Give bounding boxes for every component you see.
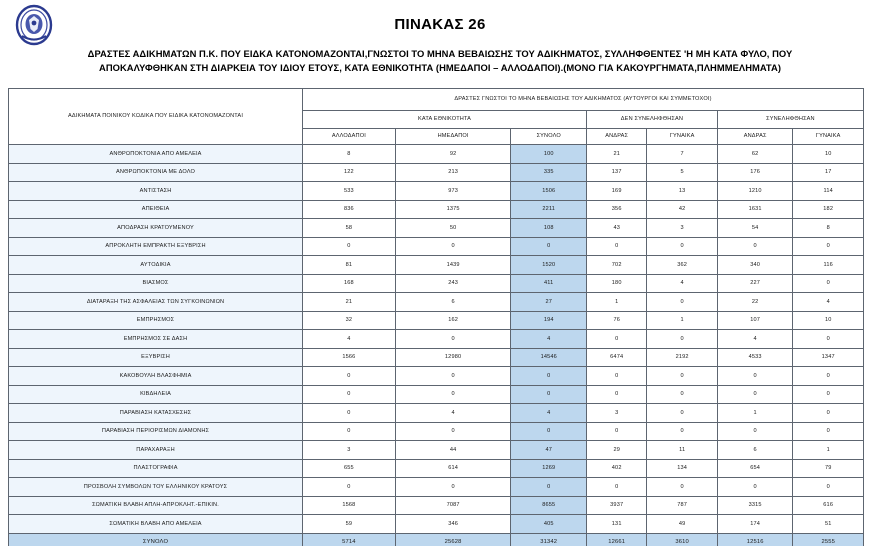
table-row [9, 182, 864, 201]
cell-na-male: 356 [587, 200, 647, 219]
cell-nationals: 50 [395, 219, 511, 238]
cell-ar-female: 51 [793, 515, 864, 534]
cell-nationals: 0 [395, 422, 511, 441]
cell-total: 8655 [511, 496, 587, 515]
cell-na-male: 3 [587, 404, 647, 423]
total-row-label: ΣΥΝΟΛΟ [9, 533, 303, 546]
table-row [9, 237, 864, 256]
cell-nationals: 0 [395, 385, 511, 404]
column-header-nationals: ΗΜΕΔΑΠΟΙ [395, 129, 511, 145]
statistics-table [8, 88, 864, 546]
cell-total: 411 [511, 274, 587, 293]
row-label: ΕΜΠΡΗΣΜΟΣ ΣΕ ΔΑΣΗ [9, 330, 303, 349]
column-header-ar-female: ΓΥΝΑΙΚΑ [793, 129, 864, 145]
cell-ar-female: 4 [793, 293, 864, 312]
cell-ar-female: 1 [793, 441, 864, 460]
cell-ar-female: 0 [793, 478, 864, 497]
table-row [9, 256, 864, 275]
cell-na-male: 180 [587, 274, 647, 293]
table-body [9, 145, 864, 546]
cell-foreigners: 1568 [303, 496, 396, 515]
table-row [9, 515, 864, 534]
cell-na-male: 0 [587, 330, 647, 349]
table-row [9, 496, 864, 515]
cell-foreigners: 122 [303, 163, 396, 182]
column-header-na-male: ΑΝΔΡΑΣ [587, 129, 647, 145]
cell-total: 2211 [511, 200, 587, 219]
cell-na-male: 137 [587, 163, 647, 182]
cell-total: 108 [511, 219, 587, 238]
cell-ar-male: 4 [717, 330, 793, 349]
cell-ar-male: 1631 [717, 200, 793, 219]
cell-na-male: 76 [587, 311, 647, 330]
cell-na-female: 0 [647, 478, 717, 497]
cell-nationals: 92 [395, 145, 511, 164]
column-header-group-arrested: ΣΥΝΕΛΗΦΘΗΣΑΝ [717, 111, 863, 129]
cell-na-female: 0 [647, 385, 717, 404]
cell-total: 47 [511, 441, 587, 460]
row-label: ΠΛΑΣΤΟΓΡΑΦΙΑ [9, 459, 303, 478]
cell-foreigners: 168 [303, 274, 396, 293]
cell-nationals: 6 [395, 293, 511, 312]
row-label: ΕΜΠΡΗΣΜΟΣ [9, 311, 303, 330]
cell-ar-male: 62 [717, 145, 793, 164]
cell-na-male: 29 [587, 441, 647, 460]
cell-na-female: 134 [647, 459, 717, 478]
cell-nationals: 0 [395, 367, 511, 386]
row-label: ΑΥΤΟΔΙΚΙΑ [9, 256, 303, 275]
cell-total: 0 [511, 385, 587, 404]
cell-foreigners: 81 [303, 256, 396, 275]
cell-na-female: 49 [647, 515, 717, 534]
cell-ar-male: 1 [717, 404, 793, 423]
table-row [9, 311, 864, 330]
total-cell-total: 31342 [511, 533, 587, 546]
cell-na-female: 5 [647, 163, 717, 182]
table-row [9, 478, 864, 497]
table-row [9, 219, 864, 238]
cell-nationals: 44 [395, 441, 511, 460]
row-label: ΑΠΡΟΚΛΗΤΗ ΕΜΠΡΑΚΤΗ ΕΞΥΒΡΙΣΗ [9, 237, 303, 256]
report-subtitle-line-2: ΑΠΟΚΑΛΥΦΘΗΚΑΝ ΣΤΗ ΔΙΑΡΚΕΙΑ ΤΟΥ ΙΔΙΟΥ ΕΤΟΥΣ, ΚΑΤΑ ΕΘΝΙΚΟΤΗΤΑ (ΗΜΕΔΑΠΟΙ – ΑΛΛΟΔΑΠΟΙ).(ΜΟΝΟ ΓΙΑ ΚΑΚΟΥΡΓΗΜΑΤΑ,ΠΛΗΜΜΕΛΗΜΑΤΑ) [99, 61, 781, 73]
row-label: ΚΑΚΟΒΟΥΛΗ ΒΛΑΣΦΗΜΙΑ [9, 367, 303, 386]
column-header-foreigners: ΑΛΛΟΔΑΠΟΙ [303, 129, 396, 145]
table-row [9, 385, 864, 404]
cell-ar-female: 0 [793, 404, 864, 423]
cell-nationals: 162 [395, 311, 511, 330]
cell-na-female: 42 [647, 200, 717, 219]
row-label: ΑΠΕΙΘΕΙΑ [9, 200, 303, 219]
column-header-ar-male: ΑΝΔΡΑΣ [717, 129, 793, 145]
row-label: ΑΝΤΙΣΤΑΣΗ [9, 182, 303, 201]
table-row [9, 441, 864, 460]
cell-foreigners: 1566 [303, 348, 396, 367]
total-cell-nationals: 25628 [395, 533, 511, 546]
cell-foreigners: 58 [303, 219, 396, 238]
cell-ar-female: 0 [793, 237, 864, 256]
hellenic-police-emblem-icon [14, 4, 54, 46]
cell-ar-male: 0 [717, 385, 793, 404]
cell-na-female: 0 [647, 330, 717, 349]
cell-na-female: 11 [647, 441, 717, 460]
cell-nationals: 7087 [395, 496, 511, 515]
table-row [9, 330, 864, 349]
cell-nationals: 346 [395, 515, 511, 534]
cell-foreigners: 655 [303, 459, 396, 478]
cell-na-male: 402 [587, 459, 647, 478]
cell-total: 100 [511, 145, 587, 164]
column-header-total: ΣΥΝΟΛΟ [511, 129, 587, 145]
cell-ar-male: 22 [717, 293, 793, 312]
cell-na-female: 362 [647, 256, 717, 275]
table-row [9, 459, 864, 478]
cell-foreigners: 3 [303, 441, 396, 460]
cell-nationals: 973 [395, 182, 511, 201]
report-subtitle [18, 47, 862, 74]
table-total-row [9, 533, 864, 546]
cell-nationals: 0 [395, 478, 511, 497]
cell-na-male: 131 [587, 515, 647, 534]
cell-ar-male: 340 [717, 256, 793, 275]
cell-ar-female: 116 [793, 256, 864, 275]
cell-nationals: 0 [395, 330, 511, 349]
cell-ar-male: 107 [717, 311, 793, 330]
table-row [9, 404, 864, 423]
cell-ar-male: 174 [717, 515, 793, 534]
cell-ar-female: 0 [793, 422, 864, 441]
cell-total: 14546 [511, 348, 587, 367]
table-row [9, 367, 864, 386]
cell-total: 4 [511, 404, 587, 423]
cell-nationals: 1375 [395, 200, 511, 219]
row-label: ΑΝΘΡΩΠΟΚΤΟΝΙΑ ΜΕ ΔΟΛΟ [9, 163, 303, 182]
cell-ar-male: 6 [717, 441, 793, 460]
total-cell-ar-male: 12516 [717, 533, 793, 546]
cell-na-male: 0 [587, 237, 647, 256]
cell-na-female: 0 [647, 404, 717, 423]
statistics-table-container [8, 88, 864, 546]
cell-nationals: 1439 [395, 256, 511, 275]
cell-nationals: 213 [395, 163, 511, 182]
cell-total: 0 [511, 422, 587, 441]
report-subtitle-line-1: ΔΡΑΣΤΕΣ ΑΔΙΚΗΜΑΤΩΝ Π.Κ. ΠΟΥ ΕΙΔΚΑ ΚΑΤΟΝΟΜΑΖΟΝΤΑΙ,ΓΝΩΣΤΟΙ ΤΟ ΜΗΝΑ ΒΕΒΑΙΩΣΗΣ ΤΟΥ ΑΔΙΚΗΜΑΤΟΣ, ΣΥΛΛΗΦΘΕΝΤΕΣ 'Η ΜΗ ΚΑΤΑ ΦΥΛΟ, ΠΟΥ [87, 48, 793, 59]
table-row [9, 348, 864, 367]
cell-ar-female: 1347 [793, 348, 864, 367]
cell-nationals: 12980 [395, 348, 511, 367]
cell-na-female: 787 [647, 496, 717, 515]
cell-ar-male: 3315 [717, 496, 793, 515]
total-cell-ar-female: 2555 [793, 533, 864, 546]
table-row [9, 274, 864, 293]
row-label: ΠΑΡΑΒΙΑΣΗ ΠΕΡΙΟΡΙΣΜΩΝ ΔΙΑΜΟΝΗΣ [9, 422, 303, 441]
row-label: ΒΙΑΣΜΟΣ [9, 274, 303, 293]
cell-ar-female: 0 [793, 274, 864, 293]
cell-ar-male: 0 [717, 478, 793, 497]
cell-foreigners: 0 [303, 478, 396, 497]
total-cell-na-male: 12661 [587, 533, 647, 546]
cell-foreigners: 533 [303, 182, 396, 201]
table-head [9, 89, 864, 145]
cell-foreigners: 59 [303, 515, 396, 534]
cell-na-female: 0 [647, 422, 717, 441]
cell-total: 405 [511, 515, 587, 534]
row-label: ΑΠΟΔΡΑΣΗ ΚΡΑΤΟΥΜΕΝΟΥ [9, 219, 303, 238]
row-label: ΑΝΘΡΩΠΟΚΤΟΝΙΑ ΑΠΟ ΑΜΕΛΕΙΑ [9, 145, 303, 164]
cell-total: 0 [511, 367, 587, 386]
table-row [9, 163, 864, 182]
cell-nationals: 0 [395, 237, 511, 256]
row-label: ΚΙΒΔΗΛΕΙΑ [9, 385, 303, 404]
cell-total: 4 [511, 330, 587, 349]
cell-na-male: 43 [587, 219, 647, 238]
row-label: ΣΩΜΑΤΙΚΗ ΒΛΑΒΗ ΑΠΛΗ-ΑΠΡΟΚΛΗΤ.-ΕΠΙΚΙΝ. [9, 496, 303, 515]
cell-total: 0 [511, 478, 587, 497]
cell-na-female: 1 [647, 311, 717, 330]
cell-ar-male: 4533 [717, 348, 793, 367]
cell-foreigners: 0 [303, 422, 396, 441]
table-row [9, 422, 864, 441]
column-header-super-group: ΔΡΑΣΤΕΣ ΓΝΩΣΤΟΙ ΤΟ ΜΗΝΑ ΒΕΒΑΙΩΣΗΣ ΤΟΥ ΑΔΙΚΗΜΑΤΟΣ (ΑΥΤΟΥΡΓΟΙ ΚΑΙ ΣΥΜΜΕΤΟΧΟΙ) [303, 89, 864, 111]
cell-na-male: 169 [587, 182, 647, 201]
cell-ar-female: 182 [793, 200, 864, 219]
cell-total: 0 [511, 237, 587, 256]
cell-total: 194 [511, 311, 587, 330]
header-row-super [9, 89, 864, 111]
page-title: ΠΙΝΑΚΑΣ 26 [394, 16, 486, 33]
cell-ar-male: 0 [717, 237, 793, 256]
cell-ar-female: 10 [793, 311, 864, 330]
row-label: ΠΑΡΑΧΑΡΑΞΗ [9, 441, 303, 460]
cell-na-male: 0 [587, 385, 647, 404]
cell-ar-male: 0 [717, 422, 793, 441]
cell-na-female: 0 [647, 367, 717, 386]
total-cell-foreigners: 5714 [303, 533, 396, 546]
row-label: ΠΡΟΣΒΟΛΗ ΣΥΜΒΟΛΩΝ ΤΟΥ ΕΛΛΗΝΙΚΟΥ ΚΡΑΤΟΥΣ [9, 478, 303, 497]
cell-ar-male: 1210 [717, 182, 793, 201]
row-label: ΣΩΜΑΤΙΚΗ ΒΛΑΒΗ ΑΠΟ ΑΜΕΛΕΙΑ [9, 515, 303, 534]
cell-total: 335 [511, 163, 587, 182]
cell-foreigners: 32 [303, 311, 396, 330]
cell-total: 1269 [511, 459, 587, 478]
cell-foreigners: 8 [303, 145, 396, 164]
column-header-group-not-arrested: ΔΕΝ ΣΥΝΕΛΗΦΘΗΣΑΝ [587, 111, 718, 129]
cell-total: 1520 [511, 256, 587, 275]
cell-na-female: 0 [647, 293, 717, 312]
cell-ar-male: 654 [717, 459, 793, 478]
cell-foreigners: 0 [303, 404, 396, 423]
cell-na-female: 2192 [647, 348, 717, 367]
cell-na-female: 13 [647, 182, 717, 201]
cell-nationals: 614 [395, 459, 511, 478]
cell-ar-female: 79 [793, 459, 864, 478]
cell-na-male: 1 [587, 293, 647, 312]
table-row [9, 200, 864, 219]
cell-na-male: 0 [587, 367, 647, 386]
total-cell-na-female: 3610 [647, 533, 717, 546]
cell-ar-female: 17 [793, 163, 864, 182]
cell-na-male: 0 [587, 422, 647, 441]
cell-foreigners: 836 [303, 200, 396, 219]
table-row [9, 145, 864, 164]
cell-ar-male: 227 [717, 274, 793, 293]
cell-foreigners: 21 [303, 293, 396, 312]
column-header-group-ethnicity: ΚΑΤΑ ΕΘΝΙΚΟΤΗΤΑ [303, 111, 587, 129]
cell-ar-female: 0 [793, 330, 864, 349]
cell-nationals: 4 [395, 404, 511, 423]
cell-foreigners: 0 [303, 385, 396, 404]
cell-na-female: 3 [647, 219, 717, 238]
cell-ar-female: 0 [793, 367, 864, 386]
cell-ar-female: 10 [793, 145, 864, 164]
cell-foreigners: 0 [303, 237, 396, 256]
cell-ar-female: 616 [793, 496, 864, 515]
cell-na-male: 21 [587, 145, 647, 164]
cell-na-female: 4 [647, 274, 717, 293]
cell-ar-female: 114 [793, 182, 864, 201]
cell-na-male: 3937 [587, 496, 647, 515]
cell-na-male: 0 [587, 478, 647, 497]
cell-na-female: 7 [647, 145, 717, 164]
cell-foreigners: 4 [303, 330, 396, 349]
cell-na-male: 702 [587, 256, 647, 275]
cell-total: 1506 [511, 182, 587, 201]
cell-ar-male: 0 [717, 367, 793, 386]
table-row [9, 293, 864, 312]
row-label: ΕΞΥΒΡΙΣΗ [9, 348, 303, 367]
cell-nationals: 243 [395, 274, 511, 293]
cell-ar-female: 8 [793, 219, 864, 238]
cell-total: 27 [511, 293, 587, 312]
cell-foreigners: 0 [303, 367, 396, 386]
cell-na-female: 0 [647, 237, 717, 256]
column-header-na-female: ΓΥΝΑΙΚΑ [647, 129, 717, 145]
cell-na-male: 6474 [587, 348, 647, 367]
row-label: ΔΙΑΤΑΡΑΞΗ ΤΗΣ ΑΣΦΑΛΕΙΑΣ ΤΩΝ ΣΥΓΚΟΙΝΩΝΙΩΝ [9, 293, 303, 312]
row-label: ΠΑΡΑΒΙΑΣΗ ΚΑΤΑΣΧΕΣΗΣ [9, 404, 303, 423]
cell-ar-male: 176 [717, 163, 793, 182]
cell-ar-male: 54 [717, 219, 793, 238]
cell-ar-female: 0 [793, 385, 864, 404]
column-header-offences: ΑΔΙΚΗΜΑΤΑ ΠΟΙΝΙΚΟΥ ΚΩΔΙΚΑ ΠΟΥ ΕΙΔΙΚΑ ΚΑΤΟΝΟΜΑΖΟΝΤΑΙ [9, 89, 303, 145]
